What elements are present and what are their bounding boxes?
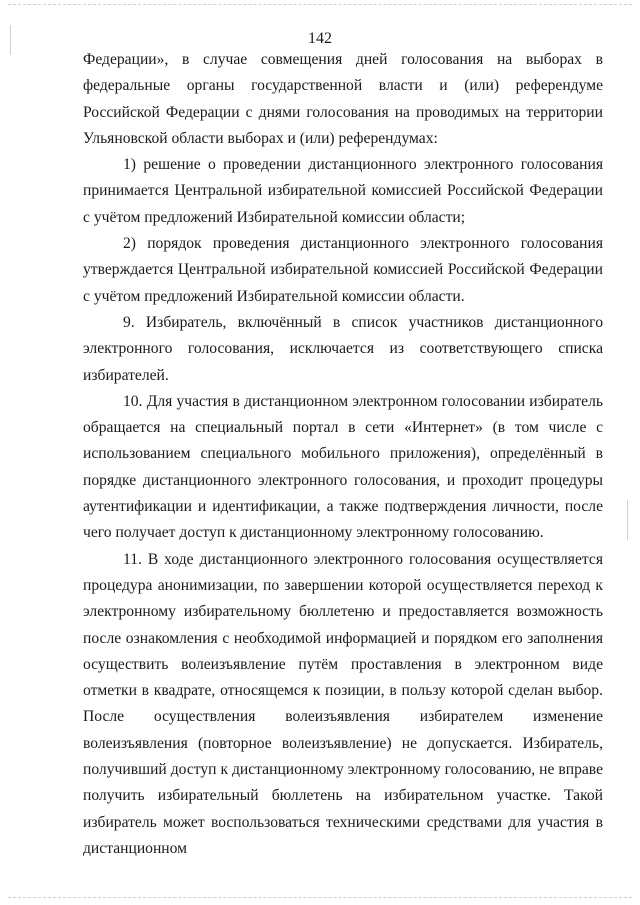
document-body xyxy=(83,47,603,862)
scan-right-mark xyxy=(627,500,628,540)
scan-top-edge xyxy=(8,4,632,6)
paragraph-10: 10. Для участия в дистанционном электронном голосовании избиратель обращается на специальный портал в сети «Интернет» (в том числе с использованием специального мобильного приложения), определённый в порядке дистанционного электронного голосования, и проходит процедуры аутентификации и идентификации, а также подтверждения личности, после чего получает доступ к дистанционному электронному голосованию. xyxy=(83,392,603,542)
paragraph-item-1: 1) решение о проведении дистанционного электронного голосования принимается Центральной избирательной комиссией Российской Федерации с учётом предложений Избирательной комиссии области; xyxy=(83,156,603,226)
paragraph-11: 11. В ходе дистанционного электронного голосования осуществляется процедура анонимизации, по завершении которой осуществляется переход к электронному избирательному бюллетеню и предоставляется возможность после ознакомления с необходимой информацией и порядком его заполнения осуществить волеизъявление путём проставления в электронном виде отметки в квадрате, относящемся к позиции, в пользу которой сделан выбор. После осуществления волеизъявления избирателем изменение волеизъявления (повторное волеизъявление) не допускается. Избиратель, получивший доступ к дистанционному электронному голосованию, не вправе получить избирательный бюллетень на избирательном участке. Такой избиратель может воспользоваться техническими средствами для участия в дистанционном xyxy=(83,550,603,857)
page-number: 142 xyxy=(308,30,332,47)
paragraph-9: 9. Избиратель, включённый в список участников дистанционного электронного голосования, исключается из соответствующего списка избирателей. xyxy=(83,313,603,384)
paragraph-item-2: 2) порядок проведения дистанционного электронного голосования утверждается Центральной избирательной комиссией Российской Федерации с учётом предложений Избирательной комиссии области. xyxy=(83,235,603,305)
paragraph-continuation: Федерации», в случае совмещения дней голосования на выборах в федеральные органы государственной власти и (или) референдуме Российской Федерации с днями голосования на проводимых на территории Ульяновской области выборах и (или) референдумах: xyxy=(83,51,603,147)
scan-bottom-edge xyxy=(8,897,632,899)
